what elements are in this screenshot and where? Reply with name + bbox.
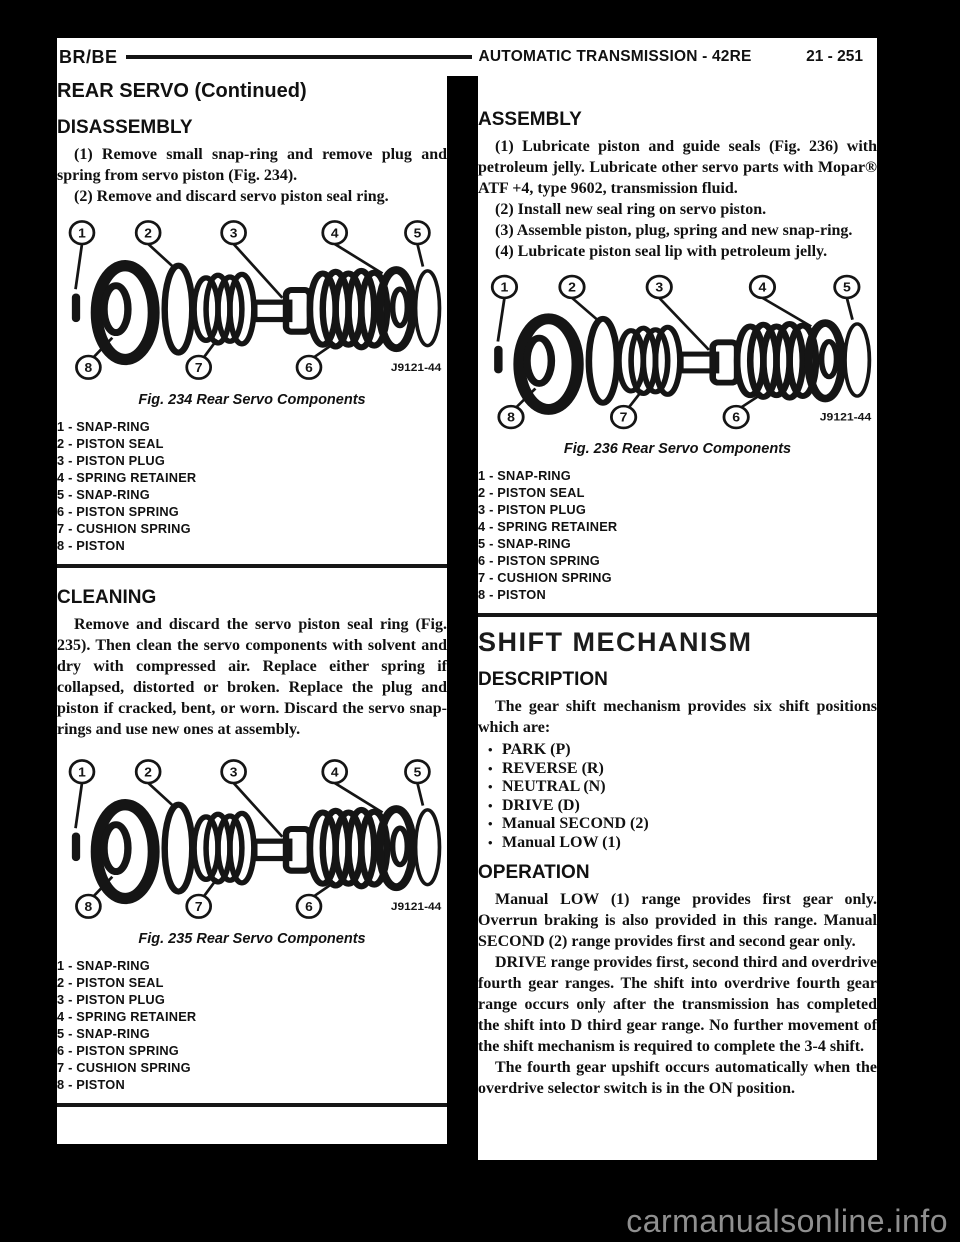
disassembly-heading: DISASSEMBLY (57, 117, 193, 138)
svg-text:1: 1 (78, 225, 86, 241)
svg-text:6: 6 (731, 410, 740, 425)
legend-item: 2 - PISTON SEAL (57, 436, 164, 451)
legend-item: 6 - PISTON SPRING (57, 504, 179, 519)
operation-paragraph: The fourth gear upshift occurs automatically when the overdrive selector switch is in the ON position. (478, 1059, 877, 1097)
svg-text:2: 2 (144, 764, 152, 780)
svg-text:2: 2 (567, 280, 576, 295)
assembly-step: (3) Assemble piston, plug, spring and new snap-ring. (495, 222, 853, 239)
svg-text:1: 1 (500, 280, 508, 295)
legend-item: 8 - PISTON (57, 538, 125, 553)
section-divider (57, 564, 447, 568)
legend-item: 8 - PISTON (478, 587, 546, 602)
cleaning-text: Remove and discard the servo piston seal ring (Fig. 235). Then clean the servo components with solvent and dry with compressed air. Replace either spring if collapsed, distorted or broken. Replace the plug and piston if cracked, bent, or worn. Discard the servo snap-rings and use new ones at assembly. (57, 616, 447, 738)
svg-text:4: 4 (758, 280, 766, 295)
servo-components-diagram (59, 211, 445, 389)
chapter-title: AUTOMATIC TRANSMISSION - 42RE (478, 48, 752, 65)
svg-text:J9121-44: J9121-44 (390, 900, 442, 913)
assembly-step: (2) Install new seal ring on servo piston. (495, 201, 767, 218)
svg-text:2: 2 (144, 225, 152, 241)
servo-components-diagram (481, 266, 875, 438)
figure-caption: Fig. 236 Rear Servo Components (563, 441, 792, 457)
disassembly-step: (2) Remove and discard servo piston seal ring. (74, 188, 389, 205)
shift-position-item: • Manual SECOND (2) (478, 815, 877, 834)
legend-item: 7 - CUSHION SPRING (478, 570, 612, 585)
svg-text:6: 6 (305, 899, 313, 914)
operation-paragraph: Manual LOW (1) range provides first gear only. Overrun braking is also provided in this range. Manual SECOND (2) range provides first and second gear only. (478, 891, 877, 950)
left-column (57, 76, 447, 1144)
svg-text:7: 7 (194, 360, 203, 375)
svg-text:3: 3 (229, 225, 238, 241)
svg-text:4: 4 (330, 764, 339, 780)
svg-text:4: 4 (330, 225, 339, 241)
right-column (478, 76, 877, 1160)
legend-item: 6 - PISTON SPRING (478, 553, 600, 568)
description-heading: DESCRIPTION (478, 669, 608, 690)
svg-text:8: 8 (84, 360, 93, 375)
model-code: BR/BE (59, 46, 118, 67)
svg-text:5: 5 (413, 764, 422, 780)
legend-item: 5 - SNAP-RING (57, 487, 150, 502)
legend-item: 4 - SPRING RETAINER (478, 519, 618, 534)
legend-item: 1 - SNAP-RING (478, 468, 571, 483)
legend-item: 6 - PISTON SPRING (57, 1043, 179, 1058)
disassembly-step: (1) Remove small snap-ring and remove plug and spring from servo piston (Fig. 234). (57, 146, 447, 184)
legend-item: 3 - PISTON PLUG (478, 502, 586, 517)
figure-legend (57, 418, 447, 554)
svg-text:3: 3 (654, 280, 663, 295)
servo-components-diagram (59, 750, 445, 928)
legend-item: 5 - SNAP-RING (57, 1026, 150, 1041)
figure-caption: Fig. 235 Rear Servo Components (138, 931, 366, 947)
legend-item: 4 - SPRING RETAINER (57, 470, 197, 485)
header-rule (126, 55, 472, 59)
section-divider (478, 613, 877, 617)
assembly-heading: ASSEMBLY (478, 109, 582, 130)
legend-item: 8 - PISTON (57, 1077, 125, 1092)
svg-text:J9121-44: J9121-44 (390, 361, 442, 374)
figure-legend (478, 467, 877, 603)
shift-position-item: • Manual LOW (1) (478, 834, 877, 853)
description-intro: The gear shift mechanism provides six shift positions which are: (478, 698, 877, 736)
svg-text:8: 8 (84, 899, 93, 914)
legend-item: 3 - PISTON PLUG (57, 992, 165, 1007)
svg-text:5: 5 (842, 280, 851, 295)
assembly-step: (1) Lubricate piston and guide seals (Fig. 236) with petroleum jelly. Lubricate other servo parts with Mopar® ATF +4, type 9602, transmission fluid. (478, 138, 877, 197)
operation-heading: OPERATION (478, 862, 590, 883)
svg-text:5: 5 (413, 225, 422, 241)
legend-item: 4 - SPRING RETAINER (57, 1009, 197, 1024)
page-header (57, 38, 877, 76)
section-continued-title: REAR SERVO (Continued) (57, 80, 307, 102)
shift-position-item: • REVERSE (R) (478, 760, 877, 779)
legend-item: 5 - SNAP-RING (478, 536, 571, 551)
legend-item: 1 - SNAP-RING (57, 419, 150, 434)
shift-position-item: • DRIVE (D) (478, 797, 877, 816)
svg-text:8: 8 (506, 410, 515, 425)
svg-text:6: 6 (305, 360, 313, 375)
operation-paragraph: DRIVE range provides first, second third and overdrive fourth gear ranges. The shift into overdrive fourth gear range occurs only after the transmission has completed the shift into D third gear range. No further movement of the shift mechanism is required to complete the 3-4 shift. (478, 954, 877, 1055)
shift-mechanism-heading: SHIFT MECHANISM (478, 627, 753, 657)
page-number: 21 - 251 (806, 48, 863, 65)
cleaning-heading: CLEANING (57, 587, 157, 608)
assembly-step: (4) Lubricate piston seal lip with petroleum jelly. (495, 243, 828, 260)
watermark: carmanualsonline.info (626, 1203, 948, 1239)
figure-legend (57, 957, 447, 1093)
legend-item: 7 - CUSHION SPRING (57, 521, 191, 536)
shift-positions-list (478, 741, 877, 852)
svg-text:1: 1 (78, 764, 86, 780)
svg-text:3: 3 (229, 764, 238, 780)
legend-item: 1 - SNAP-RING (57, 958, 150, 973)
legend-item: 2 - PISTON SEAL (57, 975, 164, 990)
shift-position-item: • NEUTRAL (N) (478, 778, 877, 797)
section-divider (57, 1103, 447, 1107)
figure-caption: Fig. 234 Rear Servo Components (138, 392, 366, 408)
legend-item: 3 - PISTON PLUG (57, 453, 165, 468)
shift-position-item: • PARK (P) (478, 741, 877, 760)
legend-item: 2 - PISTON SEAL (478, 485, 585, 500)
svg-text:J9121-44: J9121-44 (819, 411, 871, 424)
legend-item: 7 - CUSHION SPRING (57, 1060, 191, 1075)
svg-text:7: 7 (619, 410, 628, 425)
svg-text:7: 7 (194, 899, 203, 914)
